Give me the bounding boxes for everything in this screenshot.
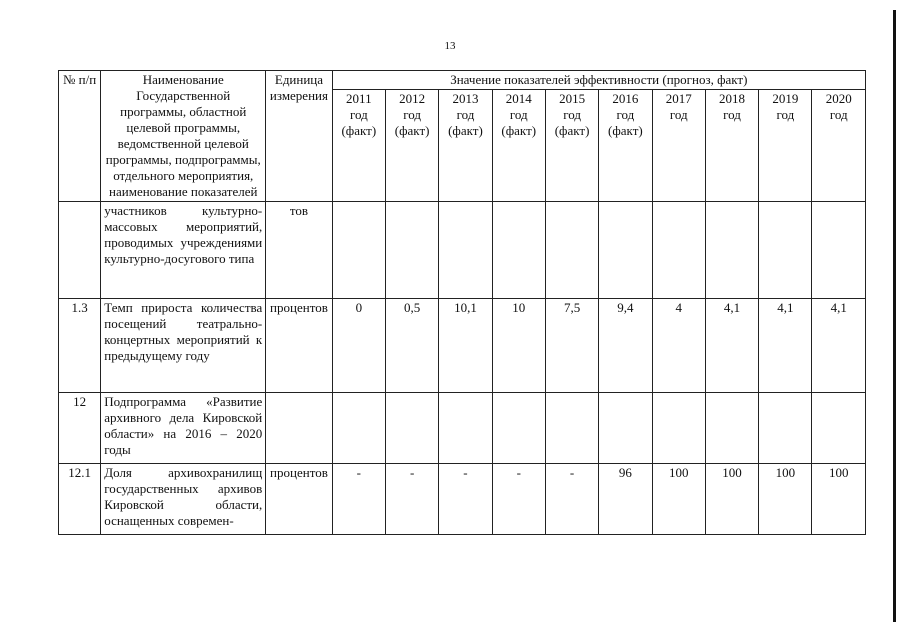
indicator-name: Доля архивохранилищ государственных архивов Кировской области, оснащенных современ-	[101, 464, 266, 535]
value-cell: 9,4	[599, 299, 652, 393]
header-values-title: Значение показателей эффективности (прогноз, факт)	[332, 71, 865, 90]
value-cell	[759, 393, 812, 464]
value-cell: 100	[652, 464, 705, 535]
header-year-year: 2017	[665, 91, 692, 106]
value-cell	[492, 202, 545, 299]
unit-cell	[266, 393, 332, 464]
row-number: 1.3	[59, 299, 101, 393]
table-row	[59, 464, 866, 535]
header-unit: Единица измерения	[266, 71, 332, 202]
header-year-word: год	[669, 107, 688, 122]
header-name: Наименование Государственной программы, областной целевой программы, ведомственной целевой программы, подпрограммы, отдельного мероприятия, наименование показателей	[101, 71, 266, 202]
header-year-word: год	[829, 107, 848, 122]
header-year-2018	[705, 90, 758, 202]
header-year-note: (факт)	[341, 123, 377, 138]
value-cell: -	[492, 464, 545, 535]
value-cell	[705, 393, 758, 464]
row-number: 12.1	[59, 464, 101, 535]
header-year-2017	[652, 90, 705, 202]
header-year-2015	[545, 90, 598, 202]
header-year-year: 2019	[772, 91, 799, 106]
header-year-year: 2018	[719, 91, 745, 106]
value-cell: -	[439, 464, 492, 535]
value-cell	[652, 202, 705, 299]
value-cell	[652, 393, 705, 464]
header-year-year: 2012	[399, 91, 426, 106]
header-year-word: год	[776, 107, 795, 122]
header-year-word: год	[563, 107, 581, 122]
value-cell: -	[385, 464, 438, 535]
header-year-2019	[759, 90, 812, 202]
value-cell: 100	[812, 464, 866, 535]
value-cell: -	[332, 464, 385, 535]
header-year-2014	[492, 90, 545, 202]
table-body	[59, 202, 866, 535]
header-year-2016	[599, 90, 652, 202]
table-row	[59, 202, 866, 299]
table-row	[59, 393, 866, 464]
header-year-word: год	[509, 107, 528, 122]
unit-cell: процентов	[266, 464, 332, 535]
header-year-word: год	[456, 107, 475, 122]
value-cell: 100	[705, 464, 758, 535]
row-number	[59, 202, 101, 299]
value-cell: 10	[492, 299, 545, 393]
value-cell	[385, 202, 438, 299]
header-year-year: 2016	[612, 91, 639, 106]
value-cell	[385, 393, 438, 464]
value-cell: 10,1	[439, 299, 492, 393]
value-cell	[812, 393, 866, 464]
page-number: 13	[444, 40, 456, 52]
header-year-2012	[385, 90, 438, 202]
table-header	[59, 71, 866, 202]
value-cell: 7,5	[545, 299, 598, 393]
value-cell: 4,1	[705, 299, 758, 393]
header-year-note: (факт)	[394, 123, 430, 138]
table-row	[59, 299, 866, 393]
value-cell: 4,1	[812, 299, 866, 393]
value-cell	[545, 202, 598, 299]
header-year-year: 2015	[559, 91, 586, 106]
value-cell	[492, 393, 545, 464]
unit-cell: тов	[266, 202, 332, 299]
indicator-name: участников культурно-массовых мероприятий, проводимых учреждениями культурно-досугового типа	[101, 202, 266, 299]
header-year-note: (факт)	[608, 123, 643, 138]
header-year-year: 2013	[452, 91, 479, 106]
header-year-2020	[812, 90, 866, 202]
indicator-name: Темп прироста количества посещений театрально-концертных мероприятий к предыдущему году	[101, 299, 266, 393]
header-year-year: 2020	[825, 91, 852, 106]
value-cell: 4	[652, 299, 705, 393]
value-cell	[332, 393, 385, 464]
value-cell: 96	[599, 464, 652, 535]
value-cell: 0	[332, 299, 385, 393]
header-year-2013	[439, 90, 492, 202]
indicator-name: Подпрограмма «Развитие архивного дела Кировской области» на 2016 – 2020 годы	[101, 393, 266, 464]
header-year-year: 2011	[346, 91, 372, 106]
header-year-word: год	[403, 107, 421, 122]
row-number: 12	[59, 393, 101, 464]
value-cell: 4,1	[759, 299, 812, 393]
scan-edge-bar	[893, 10, 896, 622]
header-year-word: год	[723, 107, 741, 122]
value-cell	[545, 393, 598, 464]
header-year-note: (факт)	[501, 123, 537, 138]
header-year-word: год	[349, 107, 368, 122]
header-num: № п/п	[59, 71, 101, 202]
value-cell: 0,5	[385, 299, 438, 393]
value-cell	[812, 202, 866, 299]
value-cell	[439, 393, 492, 464]
value-cell	[332, 202, 385, 299]
header-year-2011	[332, 90, 385, 202]
header-year-note: (факт)	[554, 123, 590, 138]
value-cell: 100	[759, 464, 812, 535]
header-year-year: 2014	[505, 91, 532, 106]
value-cell: -	[545, 464, 598, 535]
value-cell	[705, 202, 758, 299]
header-year-note: (факт)	[448, 123, 483, 138]
unit-cell: процентов	[266, 299, 332, 393]
header-year-word: год	[616, 107, 635, 122]
value-cell	[599, 202, 652, 299]
value-cell	[759, 202, 812, 299]
indicators-table	[58, 70, 866, 535]
value-cell	[599, 393, 652, 464]
value-cell	[439, 202, 492, 299]
